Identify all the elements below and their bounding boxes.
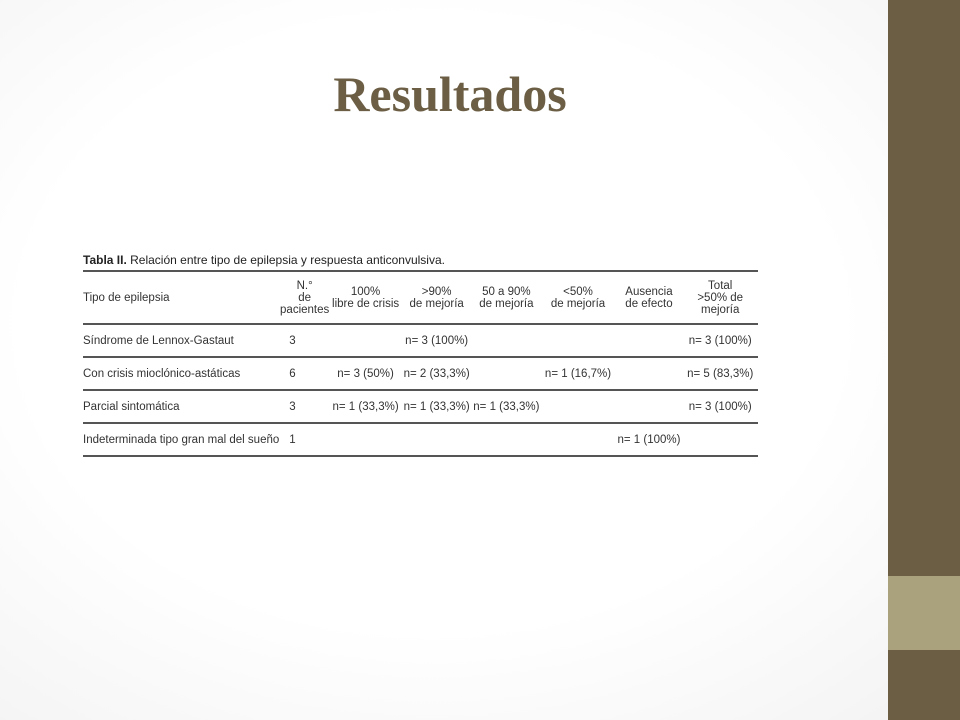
epilepsy-type-cell: Indeterminada tipo gran mal del sueño — [83, 423, 279, 456]
table-cell: n= 1 (16,7%) — [541, 357, 616, 390]
column-header-line: de efecto — [625, 297, 673, 310]
table-cell: n= 1 (33,3%) — [330, 390, 401, 423]
column-header-line: 100% — [350, 285, 381, 298]
column-header-line: de mejoría — [409, 297, 464, 310]
table-cell: n= 1 (33,3%) — [472, 390, 540, 423]
table-cell — [616, 324, 683, 357]
table-caption-text: Relación entre tipo de epilepsia y respuesta anticonvulsiva. — [126, 253, 445, 267]
table-cell — [330, 423, 401, 456]
table-cell: n= 2 (33,3%) — [401, 357, 472, 390]
table-cell: 3 — [279, 324, 330, 357]
table-cell — [541, 390, 616, 423]
decorative-sidebar — [888, 0, 960, 720]
column-header — [83, 271, 279, 324]
column-header-line: <50% — [563, 285, 593, 298]
table-cell — [401, 423, 472, 456]
results-table-block — [83, 250, 758, 457]
table-body — [83, 324, 758, 456]
column-header — [616, 271, 683, 324]
column-header-line: de mejoría — [479, 297, 534, 310]
table-caption — [83, 250, 758, 270]
column-header — [541, 271, 616, 324]
column-header-line: Total — [708, 279, 733, 292]
column-header-line: Ausencia — [625, 285, 673, 298]
column-header — [472, 271, 540, 324]
sidebar-light-block — [888, 576, 960, 650]
column-header-line: de mejoría — [550, 297, 606, 310]
epilepsy-type-cell: Síndrome de Lennox-Gastaut — [83, 324, 279, 357]
column-header — [330, 271, 401, 324]
table-header-row — [83, 271, 758, 324]
table-cell: 3 — [279, 390, 330, 423]
slide-title: Resultados — [333, 66, 567, 122]
epilepsy-type-cell: Parcial sintomática — [83, 390, 279, 423]
table-cell — [541, 324, 616, 357]
table-cell: n= 1 (33,3%) — [401, 390, 472, 423]
table-cell — [472, 423, 540, 456]
sidebar-dark-block-bottom — [888, 650, 960, 720]
table-row — [83, 357, 758, 390]
table-cell — [682, 423, 758, 456]
table-cell: n= 3 (100%) — [682, 390, 758, 423]
table-cell: n= 3 (100%) — [401, 324, 472, 357]
epilepsy-type-cell: Con crisis mioclónico-astáticas — [83, 357, 279, 390]
table-row — [83, 423, 758, 456]
table-cell: 6 — [279, 357, 330, 390]
results-table — [83, 270, 758, 457]
column-header — [682, 271, 758, 324]
table-cell — [472, 324, 540, 357]
table-cell: 1 — [279, 423, 330, 456]
column-header — [279, 271, 330, 324]
table-row — [83, 390, 758, 423]
column-header-line: N.° — [296, 279, 313, 292]
column-header-line: >90% — [421, 285, 452, 298]
table-cell: n= 3 (100%) — [682, 324, 758, 357]
table-cell — [330, 324, 401, 357]
table-cell: n= 1 (100%) — [616, 423, 683, 456]
table-row — [83, 324, 758, 357]
column-header-line: Tipo de epilepsia — [83, 291, 170, 304]
table-cell — [616, 357, 683, 390]
column-header — [401, 271, 472, 324]
column-header-line: 50 a 90% — [482, 285, 531, 298]
table-cell — [616, 390, 683, 423]
column-header-line: de pacientes — [280, 291, 330, 316]
table-cell: n= 5 (83,3%) — [682, 357, 758, 390]
column-header-line: libre de crisis — [332, 297, 400, 310]
column-header-line: >50% de mejoría — [697, 291, 744, 316]
sidebar-dark-block-top — [888, 0, 960, 576]
table-cell — [541, 423, 616, 456]
table-cell: n= 3 (50%) — [330, 357, 401, 390]
table-cell — [472, 357, 540, 390]
table-caption-label: Tabla II. — [83, 253, 127, 267]
